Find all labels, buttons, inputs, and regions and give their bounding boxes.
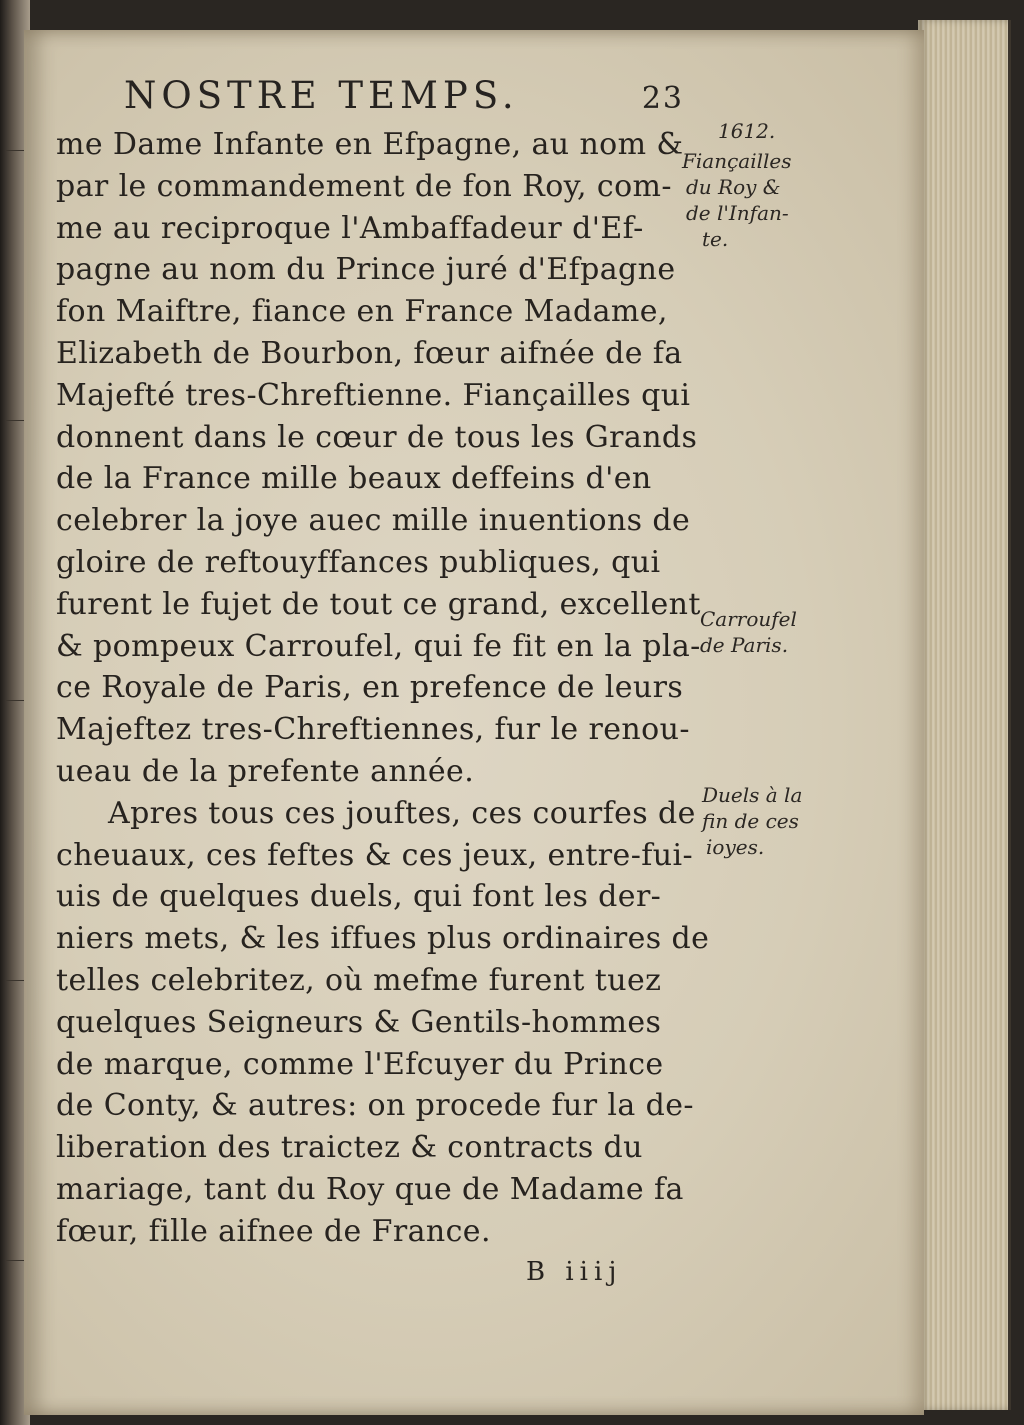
margin-note-line: de Paris.: [700, 633, 789, 657]
signature-mark: B iiij: [526, 1257, 623, 1287]
margin-note-line: fin de ces: [702, 809, 799, 833]
text-line: Elizabeth de Bourbon, fœur aifnée de fa: [56, 335, 683, 371]
book-page: [24, 30, 924, 1415]
text-line: telles celebritez, où mefme furent tuez: [56, 962, 662, 998]
main-text-block: [56, 124, 736, 1253]
text-line: de marque, comme l'Efcuyer du Prince: [56, 1046, 664, 1082]
text-line: par le commandement de fon Roy, com-: [56, 168, 672, 204]
margin-note-year: [718, 118, 775, 144]
text-line: donnent dans le cœur de tous les Grands: [56, 419, 698, 455]
margin-note-duels: [702, 782, 802, 860]
text-line: de la France mille beaux deffeins d'en: [56, 461, 652, 497]
margin-note-line: te.: [702, 227, 729, 251]
running-head: [124, 74, 684, 124]
text-line: & pompeux Carroufel, qui fe fit en la pla-: [56, 628, 701, 664]
text-line: cheuaux, ces feftes & ces jeux, entre-fui-: [56, 837, 693, 873]
margin-note-carrousel: [700, 606, 797, 658]
margin-note-line: du Roy &: [686, 175, 781, 199]
text-line: mariage, tant du Roy que de Madame fa: [56, 1171, 684, 1207]
text-line: Majefté tres-Chreftienne. Fiançailles qui: [56, 377, 691, 413]
text-line: uis de quelques duels, qui font les der-: [56, 879, 662, 915]
paragraph-start-line: Apres tous ces jouftes, ces courfes de: [108, 795, 696, 831]
edge-mark: [6, 980, 24, 981]
text-line: ueau de la prefente année.: [56, 753, 475, 789]
text-line: me Dame Infante en Efpagne, au nom &: [56, 127, 684, 162]
text-line: fon Maiftre, fiance en France Madame,: [56, 294, 668, 330]
text-line: ce Royale de Paris, en prefence de leurs: [56, 670, 684, 706]
margin-note-line: 1612.: [718, 119, 776, 143]
margin-note-line: de l'Infan-: [686, 201, 789, 225]
edge-mark: [6, 150, 24, 151]
text-line: gloire de reftouyffances publiques, qui: [56, 544, 661, 580]
text-line: de Conty, & autres: on procede fur la de-: [56, 1088, 694, 1124]
running-title: NOSTRE TEMPS.: [124, 74, 519, 117]
text-line: pagne au nom du Prince juré d'Efpagne: [56, 252, 676, 288]
margin-note-line: Carroufel: [700, 607, 797, 631]
text-line: me au reciproque l'Ambaffadeur d'Ef-: [56, 210, 644, 246]
edge-mark: [6, 1260, 24, 1261]
edge-mark: [6, 700, 24, 701]
text-line: fœur, fille aifnee de France.: [56, 1213, 491, 1249]
edge-mark: [6, 420, 24, 421]
text-line: quelques Seigneurs & Gentils-hommes: [56, 1004, 662, 1040]
margin-note-line: Fiançailles: [682, 149, 792, 173]
text-line: furent le fujet de tout ce grand, excellent: [56, 586, 701, 622]
page-number: 23: [641, 81, 684, 116]
margin-note-line: ioyes.: [706, 835, 765, 859]
right-page-edges: [918, 20, 1011, 1410]
text-line: niers mets, & les iffues plus ordinaires de: [56, 921, 710, 957]
margin-note-fiancailles: [682, 148, 792, 252]
text-line: liberation des traictez & contracts du: [56, 1130, 643, 1166]
text-line: celebrer la joye auec mille inuentions de: [56, 503, 691, 539]
margin-note-line: Duels à la: [702, 783, 803, 807]
text-line: Majeftez tres-Chreftiennes, fur le renou-: [56, 712, 690, 748]
